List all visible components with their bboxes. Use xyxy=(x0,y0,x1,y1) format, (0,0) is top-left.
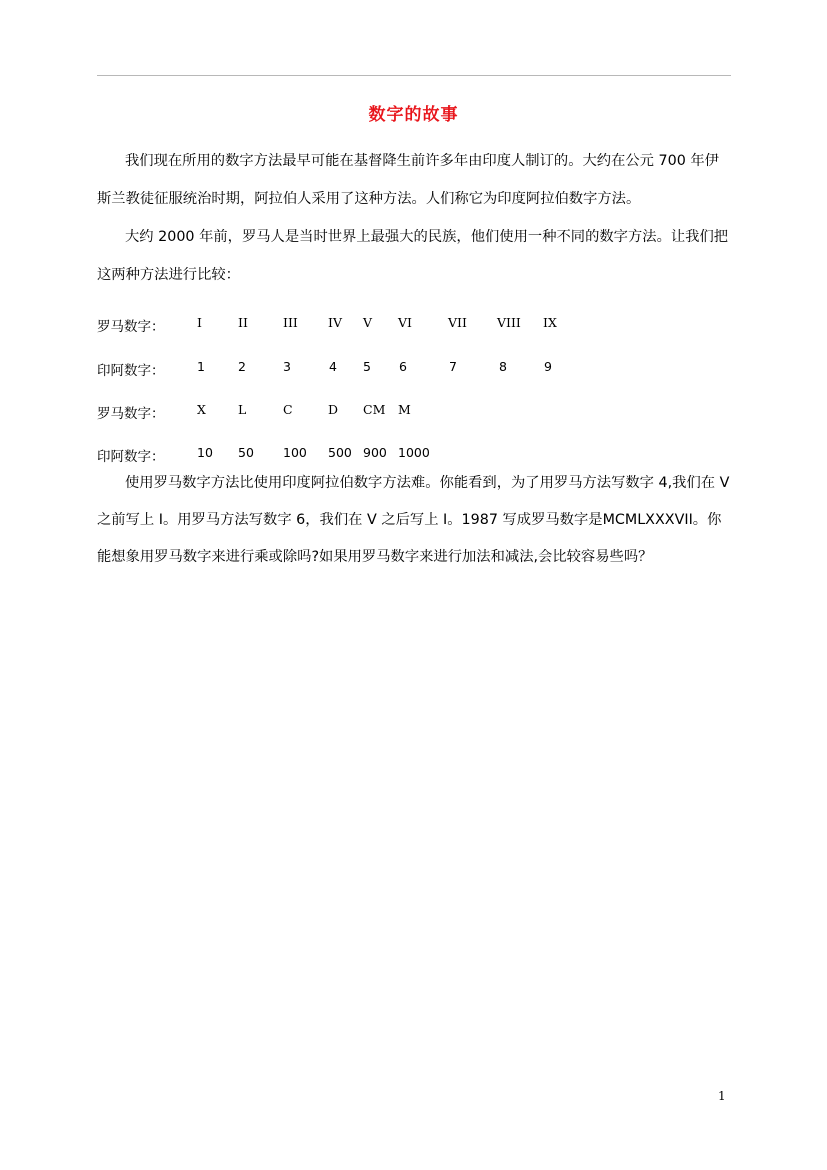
table-cell: I xyxy=(197,315,202,330)
paragraph-conclusion: 使用罗马数字方法比使用印度阿拉伯数字方法难。你能看到，为了用罗马方法写数字 4,我们在 V 之前写上 I。用罗马方法写数字 6，我们在 V 之后写上 I。1987 写成罗马数字是MCMLXXXVII。你能想象用罗马数字来进行乘或除吗?如果用罗马数字来进行加法和减法,会比较容易些吗？ xyxy=(97,475,730,565)
table-cell: 6 xyxy=(399,359,407,374)
table-cell: L xyxy=(238,402,247,417)
table-cell: D xyxy=(328,402,339,417)
table-cell: 3 xyxy=(283,359,291,374)
table-cell: IV xyxy=(328,315,342,330)
table-cell: III xyxy=(283,315,298,330)
paragraph-origin: 我们现在所用的数字方法最早可能在基督降生前许多年由印度人制订的。大约在公元 700 年伊斯兰教徒征服统治时期，阿拉伯人采用了这种方法。人们称它为印度阿拉伯数字方法。 xyxy=(97,153,719,207)
table-cell: 2 xyxy=(238,359,246,374)
header-rule xyxy=(97,75,731,76)
table-cell: VI xyxy=(398,315,412,330)
table-cell: VIII xyxy=(497,315,521,330)
table-cell: C xyxy=(283,402,293,417)
table-cell: 7 xyxy=(449,359,457,374)
roman-row-2 xyxy=(97,402,737,424)
arabic-row-2 xyxy=(97,445,737,467)
row-label: 印阿数字： xyxy=(97,363,165,379)
page-number: 1 xyxy=(718,1089,726,1103)
table-cell: CM xyxy=(363,402,386,417)
arabic-row-1 xyxy=(97,359,737,381)
table-cell: 8 xyxy=(499,359,507,374)
table-cell: 500 xyxy=(328,445,352,460)
row-label: 印阿数字： xyxy=(97,449,165,465)
page-title: 数字的故事 xyxy=(368,105,459,125)
table-cell: 9 xyxy=(544,359,552,374)
table-cell: 900 xyxy=(363,445,387,460)
table-cell: 10 xyxy=(197,445,213,460)
paragraph-comparison-intro: 大约 2000 年前，罗马人是当时世界上最强大的民族，他们使用一种不同的数字方法。让我们把这两种方法进行比较： xyxy=(97,229,729,283)
table-cell: 5 xyxy=(363,359,371,374)
row-label: 罗马数字： xyxy=(97,406,165,422)
table-cell: VII xyxy=(448,315,467,330)
table-cell: 1 xyxy=(197,359,205,374)
roman-row-1 xyxy=(97,315,737,337)
table-cell: IX xyxy=(543,315,557,330)
row-label: 罗马数字： xyxy=(97,319,165,335)
table-cell: 100 xyxy=(283,445,307,460)
table-cell: X xyxy=(197,402,206,417)
table-cell: 1000 xyxy=(398,445,430,460)
table-cell: V xyxy=(363,315,373,330)
table-cell: 4 xyxy=(329,359,337,374)
table-cell: II xyxy=(238,315,248,330)
table-cell: 50 xyxy=(238,445,254,460)
table-cell: M xyxy=(398,402,411,417)
